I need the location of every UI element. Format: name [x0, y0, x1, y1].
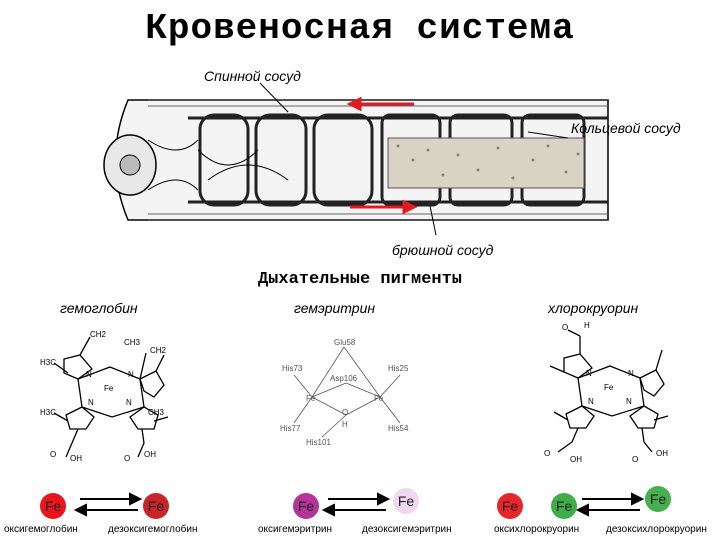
n-label: N — [126, 398, 132, 407]
oh-label: OH — [570, 455, 582, 464]
n-label: N — [86, 370, 92, 379]
n-label: N — [586, 369, 592, 378]
fe-label: Fe — [104, 384, 114, 393]
fe-label: Fe — [604, 383, 614, 392]
fe-text: Fe — [649, 491, 667, 507]
fe-text: Fe — [297, 498, 315, 514]
page-title: Кровеносная система — [145, 8, 575, 49]
fe-text: Fe — [501, 498, 519, 514]
dorsal-vessel-label: Спинной сосуд — [204, 68, 301, 84]
hemoglobin-deoxy-name: дезоксигемоглобин — [108, 524, 198, 535]
oh-label: OH — [144, 450, 156, 459]
o-label: O — [632, 455, 639, 464]
h3c-label: H3C — [40, 358, 57, 367]
chlorocruorin-oxy-name: оксихлорокруорин — [494, 524, 580, 535]
his101-label: His101 — [306, 438, 331, 447]
o-label: O — [544, 449, 551, 458]
ch3-label: CH3 — [124, 338, 141, 347]
fe-text: Fe — [397, 493, 415, 509]
ch2-label: CH2 — [90, 330, 107, 339]
oh-label: OH — [656, 449, 668, 458]
hemoglobin-oxy-name: оксигемоглобин — [4, 524, 78, 535]
fe-text: Fe — [555, 498, 573, 514]
ventral-vessel-label: брюшной сосуд — [392, 242, 494, 258]
ch2-label: CH2 — [150, 346, 167, 355]
oh-label: OH — [70, 454, 82, 463]
h-label: H — [342, 420, 348, 429]
o-label: O — [562, 323, 569, 332]
equilibrium-arrows — [0, 490, 720, 520]
worm-circulatory-illustration — [88, 80, 628, 240]
hemerythrin-structure — [272, 335, 422, 450]
o-label: O — [342, 408, 349, 417]
his73-label: His73 — [282, 364, 303, 373]
fe-label: Fe — [306, 394, 316, 403]
fe-text: Fe — [44, 498, 62, 514]
hemerythrin-oxy-name: оксигемэритрин — [258, 524, 332, 535]
hemerythrin-name: гемэритрин — [294, 300, 376, 316]
hemoglobin-structure — [40, 325, 180, 470]
hemoglobin-name: гемоглобин — [60, 300, 138, 316]
chlorocruorin-name: хлорокруорин — [548, 300, 639, 316]
hemerythrin-deoxy-name: дезоксигемэритрин — [362, 524, 452, 535]
his54-label: His54 — [388, 424, 409, 433]
h-label: H — [584, 321, 590, 330]
o-label: O — [124, 454, 131, 463]
n-label: N — [626, 397, 632, 406]
ring-vessel-label: Кольцевой сосуд — [571, 120, 681, 136]
fe-text: Fe — [147, 498, 165, 514]
o-label: O — [50, 450, 57, 459]
glu58-label: Glu58 — [334, 338, 356, 347]
pigments-title: Дыхательные пигменты — [257, 270, 463, 289]
n-label: N — [628, 369, 634, 378]
ch3-label: CH3 — [148, 408, 165, 417]
n-label: N — [88, 398, 94, 407]
asp106-label: Asp106 — [330, 374, 358, 383]
n-label: N — [588, 397, 594, 406]
fe-label: Fe — [374, 394, 384, 403]
n-label: N — [128, 370, 134, 379]
his25-label: His25 — [388, 364, 409, 373]
chlorocruorin-deoxy-name: дезоксихлорокруорин — [606, 524, 707, 535]
chlorocruorin-structure — [540, 320, 680, 465]
h3c-label: H3C — [40, 408, 57, 417]
his77-label: His77 — [280, 424, 301, 433]
